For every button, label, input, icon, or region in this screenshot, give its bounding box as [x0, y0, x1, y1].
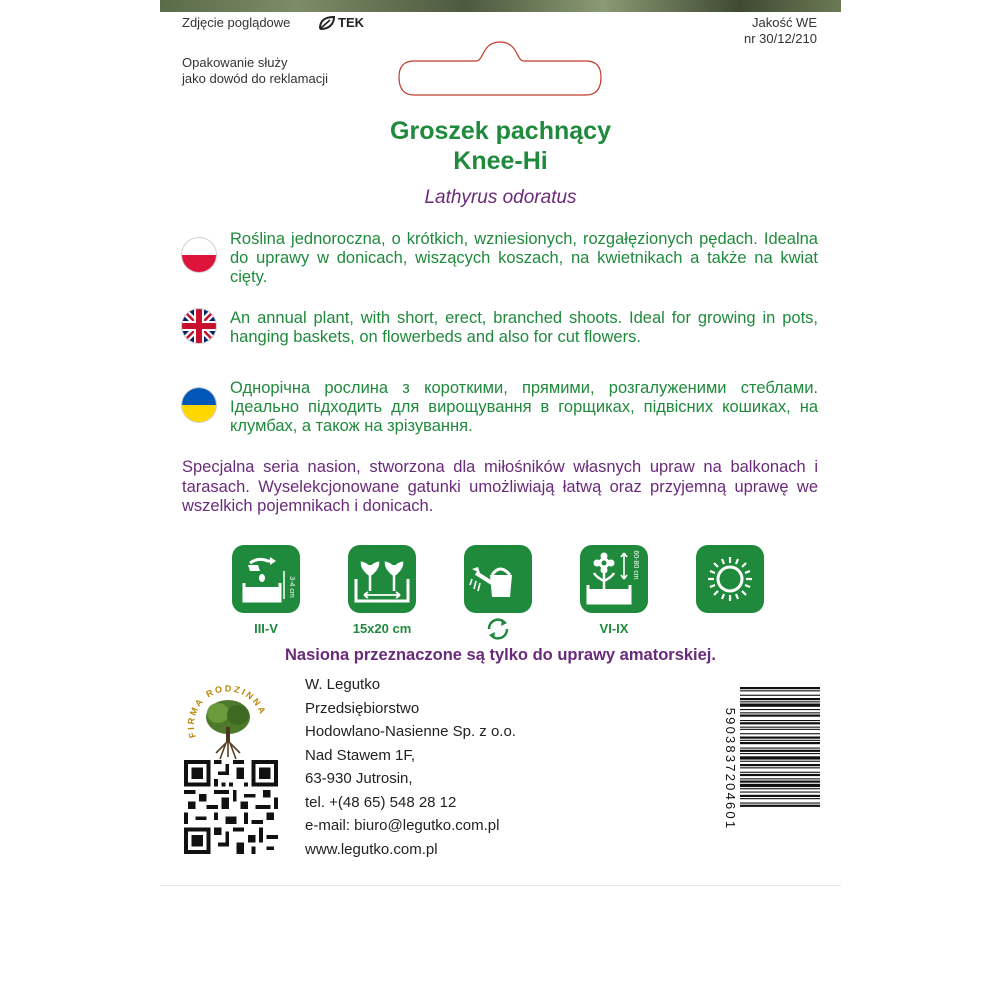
sowing-depth-icon [232, 545, 300, 613]
company-address [305, 673, 516, 861]
svg-text:60-80 cm: 60-80 cm [632, 550, 639, 580]
company-name: W. Legutko [305, 676, 381, 693]
complaint-line-1: Opakowanie służy [182, 55, 288, 70]
latin-name: Lathyrus odoratus [424, 187, 577, 208]
complaint-note [182, 55, 328, 87]
company-phone: tel. +(48 65) 548 28 12 [305, 793, 457, 811]
company-line: Hodowlano-Nasienne Sp. z o.o. [305, 723, 516, 740]
flower-height-icon [580, 545, 648, 613]
company-street: Nad Stawem 1F, [305, 746, 416, 764]
amateur-use-note: Nasiona przeznaczone są tylko do uprawy amatorskiej. [285, 646, 716, 664]
poland-flag-icon [182, 238, 216, 272]
family-company-tree-logo [182, 675, 274, 767]
description-text-en: An annual plant, with short, erect, branched shoots. Ideal for growing in pots, hanging baskets, on flowerbeds and also for cut flowers. [230, 309, 818, 346]
description-text-uk: Однорічна рослина з короткими, прямими, розгалуженими стеблами. Ідеально підходить для вирощування в горщиках, підвісних кошиках, на клумбах, а також на зрізування. [230, 379, 818, 435]
uk-flag-icon [182, 309, 216, 343]
full-sun-icon [696, 545, 764, 613]
variety-name: Knee-Hi [453, 147, 548, 175]
spacing-icon [348, 545, 416, 613]
description-text-pl: Roślina jednoroczna, o krótkich, wzniesionych, rozgałęzionych pędach. Idealna do uprawy w donicach, wiszących koszach, na kwietnikach a także na kwiat cięty. [230, 230, 818, 286]
qr-code[interactable] [184, 760, 278, 854]
barcode-digits: 5903837204601 [723, 707, 738, 831]
tek-brand [318, 15, 364, 30]
hanger-tab-outline [398, 40, 602, 96]
company-line: Przedsiębiorstwo [305, 699, 420, 717]
svg-text:FIRMA RODZINNA: FIRMA RODZINNA [185, 683, 269, 739]
complaint-line-2: jako dowód do reklamacji [182, 71, 328, 86]
company-city: 63-930 Jutrosin, [305, 770, 413, 787]
quality-certificate [744, 15, 817, 47]
photo-note: Zdjęcie poglądowe [182, 15, 291, 30]
product-photo-strip [160, 0, 841, 12]
spacing-label: 15x20 cm [352, 621, 412, 636]
tek-label: TEK [338, 15, 364, 30]
svg-text:3-4 cm: 3-4 cm [288, 576, 295, 598]
quality-line-2: nr 30/12/210 [743, 31, 817, 46]
watering-can-icon [464, 545, 532, 613]
watering-cycle-icon [448, 617, 548, 644]
company-website[interactable]: www.legutko.com.pl [305, 840, 438, 858]
company-email[interactable]: e-mail: biuro@legutko.com.pl [305, 817, 500, 834]
quality-line-1: Jakość WE [751, 15, 817, 30]
sowing-period-label: III-V [254, 621, 278, 636]
ukraine-flag-icon [182, 388, 216, 422]
ean-barcode [716, 683, 820, 855]
flowering-period-label: VI-IX [599, 621, 629, 636]
series-note: Specjalna seria nasion, stworzona dla miłośników własnych upraw na balkonach i tarasach. Wyselekcjonowane gatunki umożliwiają łatwą oraz przyjemną uprawę we wszelkich pojemnikach i donicach. [182, 458, 818, 515]
product-name: Groszek pachnący [390, 117, 611, 145]
leaf-icon [318, 16, 336, 30]
